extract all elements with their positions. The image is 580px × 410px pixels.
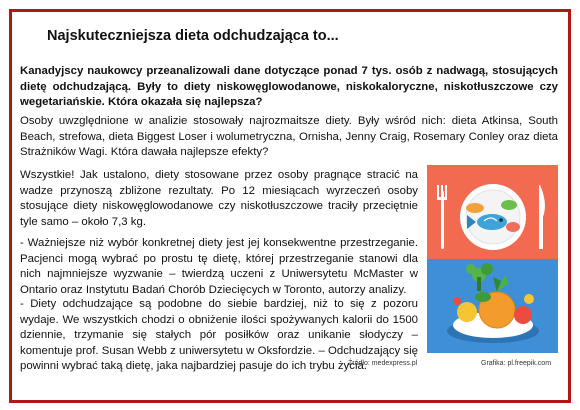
article-lead: Kanadyjscy naukowcy przeanalizowali dane dotyczące ponad 7 tys. osób z nadwagą, stosujących dietę odchudzającą. Były to diety niskowęglowodanowe, niskokaloryczne, niskotłuszczowe czy wegetariańskie. Która okazała się najlepsza?: [20, 65, 558, 108]
paragraph-4: - Diety odchudzające są podobne do siebie bardziej, niż to się z pozoru wydaje. We wszystkich chodzi o obniżenie ilości spożywanych kalorii do 1500 dziennie, trzymanie się stałych pór posiłków oraz unikanie słodyczy – komentuje prof. Susan Webb z uniwersytetu w Oksfordzie. – Odchudzający się powinni wybrać taką dietę, jaka najbardziej pasuje do ich trybu życia.: [20, 298, 418, 372]
article-title: Najskuteczniejsza dieta odchudzająca to...: [47, 28, 339, 44]
paragraph-1: Osoby uwzględnione w analizie stosowały najrozmaitsze diety. Były wśród nich: dieta Atkinsa, South Beach, strefowa, dieta Biggest Loser i wolumetryczna, Ornisha, Jenny Craig, Rosemary Conley oraz dieta Strażników Wagi. Która dawała najlepsze efekty?: [20, 115, 558, 158]
fish-plate-icon: [460, 184, 526, 250]
source-caption: Źródło: medexpress.pl: [348, 360, 418, 367]
paragraph-2: Wszystkie! Jak ustalono, diety stosowane przez osoby pragnące stracić na wadze przynoszą zbliżone rezultaty. Po 12 miesiącach wyrzeczeń osoby stosujące diety niskowęglowodanowe czy niskotłuszczowe traciły przeciętnie tyle samo – około 7,3 kg.: [20, 169, 418, 228]
paragraph-3: - Ważniejsze niż wybór konkretnej diety jest jej konsekwentne przestrzeganie. Pacjenci mogą wybrać po prostu tę dietę, której przestrzeganie stanowi dla nich najmniejsze wyzwanie – twierdzą uczeni z Uniwersytetu McMaster w Ontario oraz Instytutu Badań Chorób Dziecięcych w Toronto, autorzy analizy.: [20, 237, 418, 296]
diet-illustration: [427, 165, 558, 353]
graphic-credit: Grafika: pl.freepik.com: [481, 360, 552, 367]
